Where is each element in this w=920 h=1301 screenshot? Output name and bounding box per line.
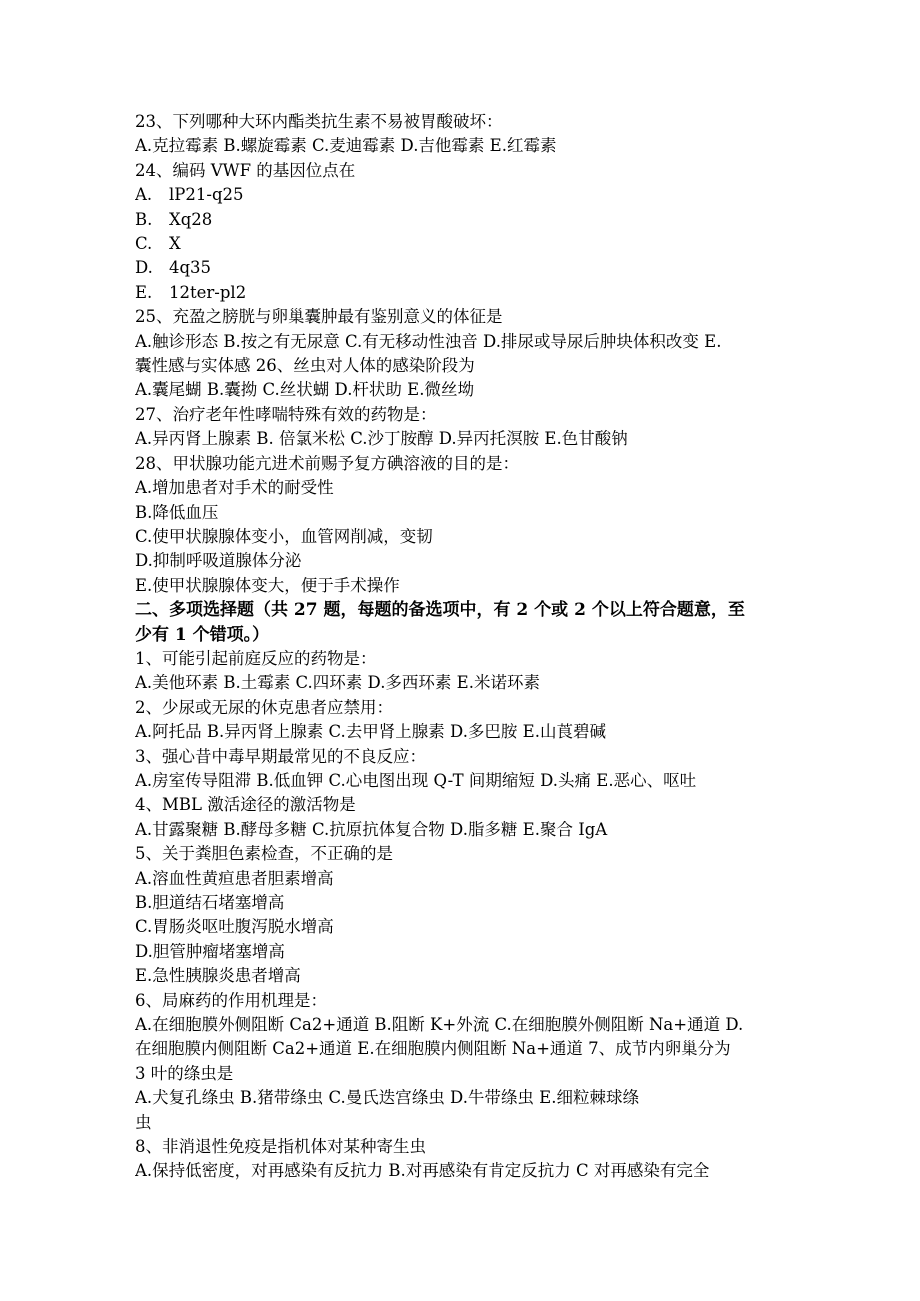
text-line: A.房室传导阻滞 B.低血钾 C.心电图出现 Q-T 间期缩短 D.头痛 E.恶心、呕吐 — [135, 770, 697, 790]
section-heading-line: 二、多项选择题（共 27 题，每题的备选项中，有 2 个或 2 个以上符合题意，至 — [135, 600, 745, 621]
text-line: D.胆管肿瘤堵塞增高 — [135, 941, 285, 961]
option-line — [135, 256, 785, 280]
option-key: B. — [135, 209, 153, 229]
text-line: 3、强心昔中毒早期最常见的不良反应： — [135, 746, 426, 766]
text-line: A.触诊形态 B.按之有无尿意 C.有无移动性浊音 D.排尿或导尿后肿块体积改变 E. — [135, 331, 722, 351]
text-line: A.异丙肾上腺素 B. 倍氯米松 C.沙丁胺醇 D.异丙托溟胺 E.色甘酸钠 — [135, 429, 628, 449]
option-line — [135, 232, 785, 256]
option-key: C. — [135, 234, 153, 254]
option-line — [135, 208, 785, 232]
option-line — [135, 281, 785, 305]
document-page — [135, 110, 785, 1184]
text-line: 2、少尿或无尿的休克患者应禁用： — [135, 697, 393, 717]
text-line: 在细胞膜内侧阻断 Ca2+通道 E.在细胞膜内侧阻断 Na+通道 7、成节内卵巢分为 — [135, 1039, 731, 1059]
text-line: A.犬复孔绦虫 B.猪带绦虫 C.曼氏迭宫绦虫 D.牛带绦虫 E.细粒棘球绦 — [135, 1088, 639, 1108]
text-line: A.保持低密度，对再感染有反抗力 B.对再感染有肯定反抗力 C 对再感染有完全 — [135, 1161, 710, 1181]
text-line: D.抑制呼吸道腺体分泌 — [135, 551, 302, 571]
text-line: 23、下列哪种大环内酯类抗生素不易被胃酸破坏： — [135, 112, 503, 131]
text-line: A.美他环素 B.土霉素 C.四环素 D.多西环素 E.米诺环素 — [135, 673, 540, 693]
text-line: A.甘露聚糖 B.酵母多糖 C.抗原抗体复合物 D.脂多糖 E.聚合 IgA — [135, 819, 608, 839]
text-line: B.降低血压 — [135, 502, 219, 522]
text-line: 24、编码 VWF 的基因位点在 — [135, 160, 356, 180]
text-line: 虫 — [135, 1112, 152, 1132]
text-line: A.溶血性黄疸患者胆素增高 — [135, 868, 334, 888]
option-key: E. — [135, 282, 153, 302]
option-text: Xq28 — [169, 209, 213, 229]
option-key: D. — [135, 258, 153, 278]
text-line: A.克拉霉素 B.螺旋霉素 C.麦迪霉素 D.吉他霉素 E.红霉素 — [135, 136, 557, 156]
text-line: 4、MBL 激活途径的激活物是 — [135, 795, 356, 815]
text-line: C.胃肠炎呕吐腹泻脱水增高 — [135, 917, 334, 937]
option-line — [135, 183, 785, 207]
option-key: A. — [135, 185, 153, 205]
text-line: 5、关于粪胆色素检查，不正确的是 — [135, 844, 393, 864]
text-line: E.使甲状腺腺体变大，便于手术操作 — [135, 575, 400, 595]
option-text: 12ter-pl2 — [169, 282, 247, 302]
text-line: 6、局麻药的作用机理是： — [135, 990, 327, 1010]
option-text: lP21-q25 — [169, 185, 244, 205]
text-line: A.增加患者对手术的耐受性 — [135, 478, 334, 498]
text-line: A.囊尾蝴 B.囊拗 C.丝状蝴 D.杆状助 E.微丝坳 — [135, 380, 474, 400]
option-text: X — [169, 234, 181, 254]
text-line: 3 叶的绦虫是 — [135, 1063, 234, 1083]
text-line: A.阿托品 B.异丙肾上腺素 C.去甲肾上腺素 D.多巴胺 E.山莨碧碱 — [135, 722, 606, 742]
option-text: 4q35 — [169, 258, 212, 278]
text-line: 27、治疗老年性哮喘特殊有效的药物是： — [135, 404, 437, 424]
text-line: 28、甲状腺功能亢进术前赐予复方碘溶液的目的是： — [135, 453, 519, 473]
text-line: 25、充盈之膀胱与卵巢囊肿最有鉴别意义的体征是 — [135, 307, 503, 327]
text-line: 8、非消退性免疫是指机体对某种寄生虫 — [135, 1137, 426, 1157]
section-heading-line: 少有 1 个错项。） — [135, 624, 270, 645]
text-line: C.使甲状腺腺体变小，血管网削减，变韧 — [135, 526, 433, 546]
text-line: B.胆道结石堵塞增高 — [135, 893, 285, 912]
text-line: 囊性感与实体感 26、丝虫对人体的感染阶段为 — [135, 356, 475, 376]
text-line: E.急性胰腺炎患者增高 — [135, 966, 301, 986]
text-line: A.在细胞膜外侧阻断 Ca2+通道 B.阻断 K+外流 C.在细胞膜外侧阻断 Na+通道 D. — [135, 1015, 744, 1035]
text-line: 1、可能引起前庭反应的药物是： — [135, 648, 377, 668]
